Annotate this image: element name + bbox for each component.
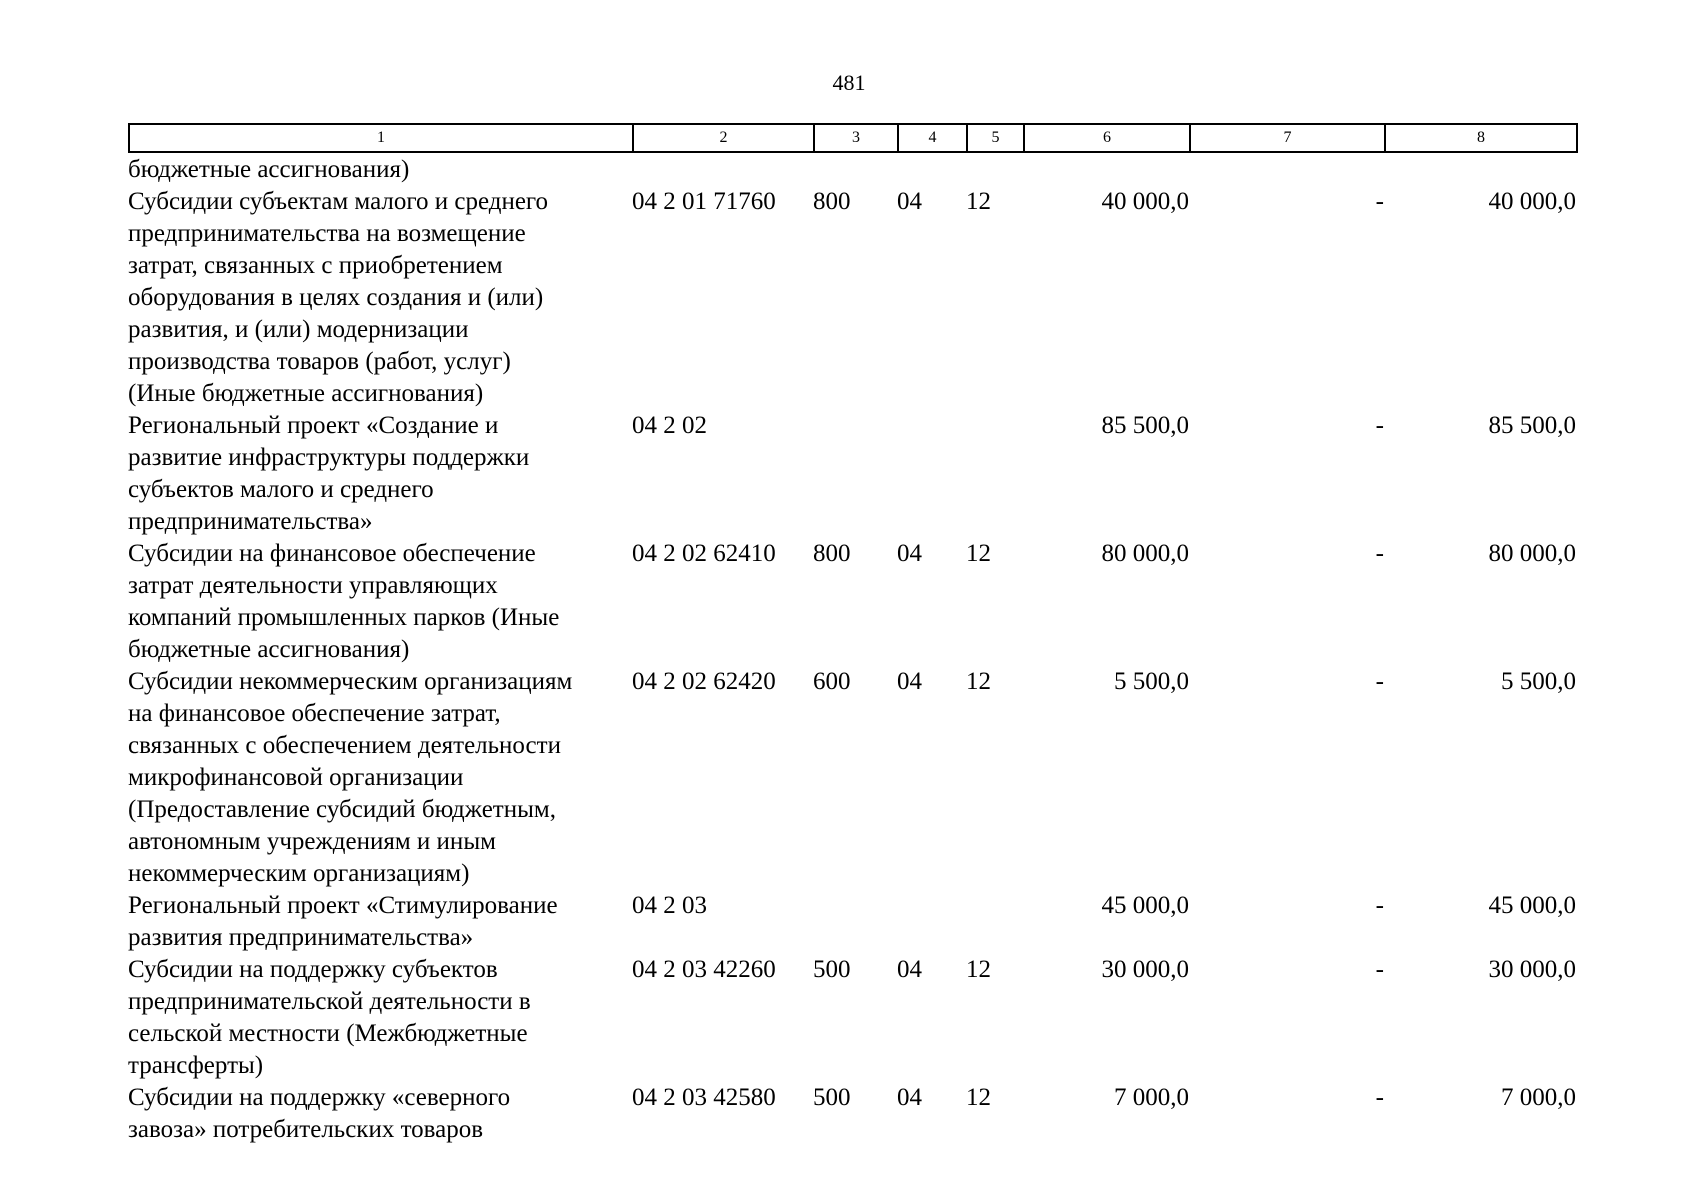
description-line: связанных с обеспечением деятельности — [128, 732, 561, 759]
section-code — [897, 890, 966, 954]
amount: 30 000,0 — [1101, 956, 1189, 983]
amount: 45 000,0 — [1101, 892, 1189, 919]
target-article-code: 04 2 03 42580 — [632, 1084, 776, 1111]
change: - — [1375, 1084, 1384, 1111]
header-col-3: 3 — [814, 124, 898, 152]
subsection-code: 12 — [966, 540, 991, 567]
section-code: 04 — [897, 668, 922, 695]
target-article-code — [632, 154, 813, 186]
header-col-6: 6 — [1024, 124, 1190, 152]
change: - — [1375, 540, 1384, 567]
section-code: 04 — [897, 956, 922, 983]
description-line: Субсидии субъектам малого и среднего — [128, 188, 549, 215]
subsection-code: 12 — [966, 1084, 991, 1111]
row-description — [128, 154, 632, 186]
description-line: (Предоставление субсидий бюджетным, — [128, 796, 556, 823]
section-code: 04 — [897, 1084, 922, 1111]
change: - — [1375, 188, 1384, 215]
table-row — [128, 154, 1576, 186]
target-article-code: 04 2 02 62410 — [632, 540, 776, 567]
description-line: предпринимательства» — [128, 508, 373, 535]
row-description — [128, 410, 632, 538]
description-line: развитие инфраструктуры поддержки — [128, 444, 530, 471]
expense-type-code: 500 — [813, 1084, 851, 1111]
description-line: Субсидии на финансовое обеспечение — [128, 540, 536, 567]
description-line: трансферты) — [128, 1052, 264, 1079]
header-col-4: 4 — [898, 124, 967, 152]
description-line: субъектов малого и среднего — [128, 476, 434, 503]
row-description — [128, 1082, 632, 1146]
description-line: (Иные бюджетные ассигнования) — [128, 380, 484, 407]
total-amount — [1384, 154, 1576, 186]
expense-type-code: 500 — [813, 956, 851, 983]
header-col-2: 2 — [633, 124, 814, 152]
description-line: завоза» потребительских товаров — [128, 1116, 484, 1143]
target-article-code: 04 2 01 71760 — [632, 188, 776, 215]
row-description — [128, 954, 632, 1082]
total-amount: 85 500,0 — [1488, 412, 1576, 439]
table-row — [128, 410, 1576, 538]
table-body — [128, 154, 1576, 1146]
table-row — [128, 186, 1576, 410]
description-line: Субсидии на поддержку «северного — [128, 1084, 511, 1111]
description-line: предпринимательства на возмещение — [128, 220, 526, 247]
section-code: 04 — [897, 188, 922, 215]
header-col-5: 5 — [967, 124, 1024, 152]
page-number: 481 — [832, 70, 866, 95]
header-col-7: 7 — [1190, 124, 1385, 152]
header-col-8: 8 — [1385, 124, 1577, 152]
description-line: Региональный проект «Стимулирование — [128, 892, 558, 919]
subsection-code — [966, 890, 1023, 954]
subsection-code: 12 — [966, 956, 991, 983]
description-line: автономным учреждениям и иным — [128, 828, 496, 855]
description-line: предпринимательской деятельности в — [128, 988, 531, 1015]
description-line: производства товаров (работ, услуг) — [128, 348, 511, 375]
change: - — [1375, 956, 1384, 983]
description-line: Субсидии некоммерческим организациям — [128, 668, 573, 695]
description-line: микрофинансовой организации — [128, 764, 464, 791]
expense-type-code: 800 — [813, 188, 851, 215]
target-article-code: 04 2 02 — [632, 412, 707, 439]
table-row — [128, 538, 1576, 666]
description-line: компаний промышленных парков (Иные — [128, 604, 560, 631]
subsection-code: 12 — [966, 668, 991, 695]
row-description — [128, 538, 632, 666]
amount: 80 000,0 — [1101, 540, 1189, 567]
description-line: затрат, связанных с приобретением — [128, 252, 503, 279]
expense-type-code — [813, 890, 897, 954]
amount: 5 500,0 — [1114, 668, 1189, 695]
description-line: затрат деятельности управляющих — [128, 572, 498, 599]
description-line: бюджетные ассигнования) — [128, 156, 410, 183]
expense-type-code — [813, 410, 897, 538]
subsection-code — [966, 410, 1023, 538]
subsection-code: 12 — [966, 188, 991, 215]
description-line: сельской местности (Межбюджетные — [128, 1020, 528, 1047]
section-code: 04 — [897, 540, 922, 567]
amount — [1023, 154, 1189, 186]
expense-type-code — [813, 154, 897, 186]
table-row — [128, 1082, 1576, 1146]
total-amount: 45 000,0 — [1488, 892, 1576, 919]
change: - — [1375, 892, 1384, 919]
change: - — [1375, 412, 1384, 439]
expense-type-code: 600 — [813, 668, 851, 695]
header-row — [129, 124, 1577, 152]
row-description — [128, 186, 632, 410]
section-code — [897, 410, 966, 538]
column-number-header — [128, 123, 1578, 153]
total-amount: 40 000,0 — [1488, 188, 1576, 215]
amount: 40 000,0 — [1101, 188, 1189, 215]
row-description — [128, 666, 632, 890]
change: - — [1375, 668, 1384, 695]
description-line: развития предпринимательства» — [128, 924, 474, 951]
total-amount: 30 000,0 — [1488, 956, 1576, 983]
table-row — [128, 666, 1576, 890]
amount: 7 000,0 — [1114, 1084, 1189, 1111]
table-row — [128, 954, 1576, 1082]
total-amount: 5 500,0 — [1501, 668, 1576, 695]
total-amount: 7 000,0 — [1501, 1084, 1576, 1111]
target-article-code: 04 2 03 — [632, 892, 707, 919]
section-code — [897, 154, 966, 186]
description-line: Субсидии на поддержку субъектов — [128, 956, 498, 983]
description-line: на финансовое обеспечение затрат, — [128, 700, 501, 727]
budget-table — [128, 154, 1576, 1146]
subsection-code — [966, 154, 1023, 186]
description-line: оборудования в целях создания и (или) — [128, 284, 544, 311]
description-line: развития, и (или) модернизации — [128, 316, 469, 343]
header-col-1: 1 — [129, 124, 633, 152]
expense-type-code: 800 — [813, 540, 851, 567]
change — [1189, 154, 1384, 186]
total-amount: 80 000,0 — [1488, 540, 1576, 567]
row-description — [128, 890, 632, 954]
target-article-code: 04 2 03 42260 — [632, 956, 776, 983]
description-line: Региональный проект «Создание и — [128, 412, 499, 439]
amount: 85 500,0 — [1101, 412, 1189, 439]
table-row — [128, 890, 1576, 954]
target-article-code: 04 2 02 62420 — [632, 668, 776, 695]
description-line: бюджетные ассигнования) — [128, 636, 410, 663]
description-line: некоммерческим организациям) — [128, 860, 470, 887]
